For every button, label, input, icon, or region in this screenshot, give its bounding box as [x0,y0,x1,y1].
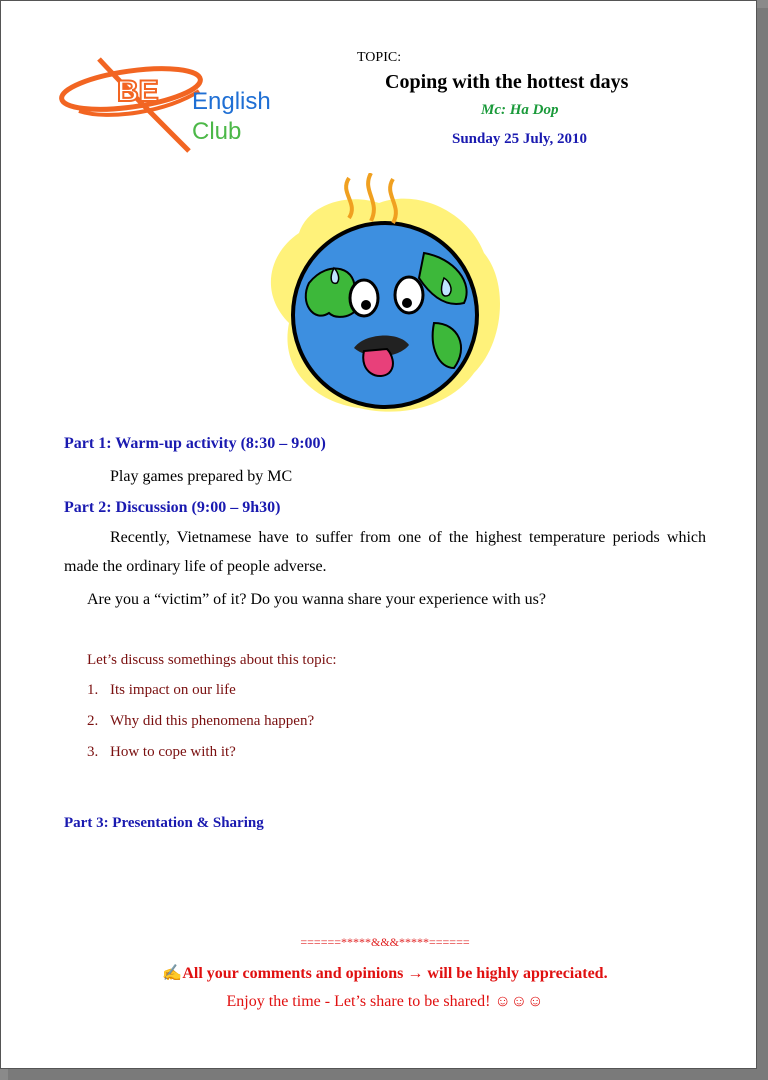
footer-comment-text: All your comments and opinions [182,965,404,982]
part1-body: Play games prepared by MC [110,468,293,485]
sweating-earth-icon [259,173,511,417]
page-shadow-right [757,8,768,1080]
be-english-club-logo [59,51,279,161]
list-item-number: 3. [87,744,99,760]
mc-name: Mc: Ha Dop [481,102,559,118]
part2-heading: Part 2: Discussion (9:00 – 9h30) [64,499,281,516]
list-item [87,744,236,761]
smiley-icons: ☺☺☺ [494,993,544,1010]
logo-mark: BE [117,75,159,108]
list-item [87,713,314,730]
list-item-text: Its impact on our life [110,682,236,698]
part2-question: Are you a “victim” of it? Do you wanna share your experience with us? [87,591,546,608]
list-item-text: Why did this phenomena happen? [110,713,315,729]
footer-closing [1,993,768,1011]
part1-heading: Part 1: Warm-up activity (8:30 – 9:00) [64,435,326,452]
part3-heading: Part 3: Presentation & Sharing [64,815,264,831]
part2-body: Recently, Vietnamese have to suffer from one of the highest temperature periods which made the ordinary life of people adverse. [64,529,706,575]
page-title: Coping with the hottest days [385,71,629,93]
page-shadow-bottom [8,1069,768,1080]
list-item [87,682,236,699]
footer-closing-text: Enjoy the time - Let’s share to be shared! [226,993,491,1010]
footer-comment [1,963,768,983]
logo-club: Club [192,118,242,145]
list-item-number: 1. [87,682,99,698]
event-date: Sunday 25 July, 2010 [452,131,588,147]
footer-divider: ======*****&&&*****====== [300,935,470,949]
list-item-text: How to cope with it? [110,744,236,760]
writing-hand-icon: ✍ [162,965,183,982]
footer-comment-end: will be highly appreciated. [427,965,608,982]
list-item-number: 2. [87,713,99,729]
logo-english: English [192,88,271,115]
arrow-right-icon: → [407,965,424,982]
topic-label: TOPIC: [357,50,402,65]
discuss-intro: Let’s discuss somethings about this topic: [87,652,337,668]
